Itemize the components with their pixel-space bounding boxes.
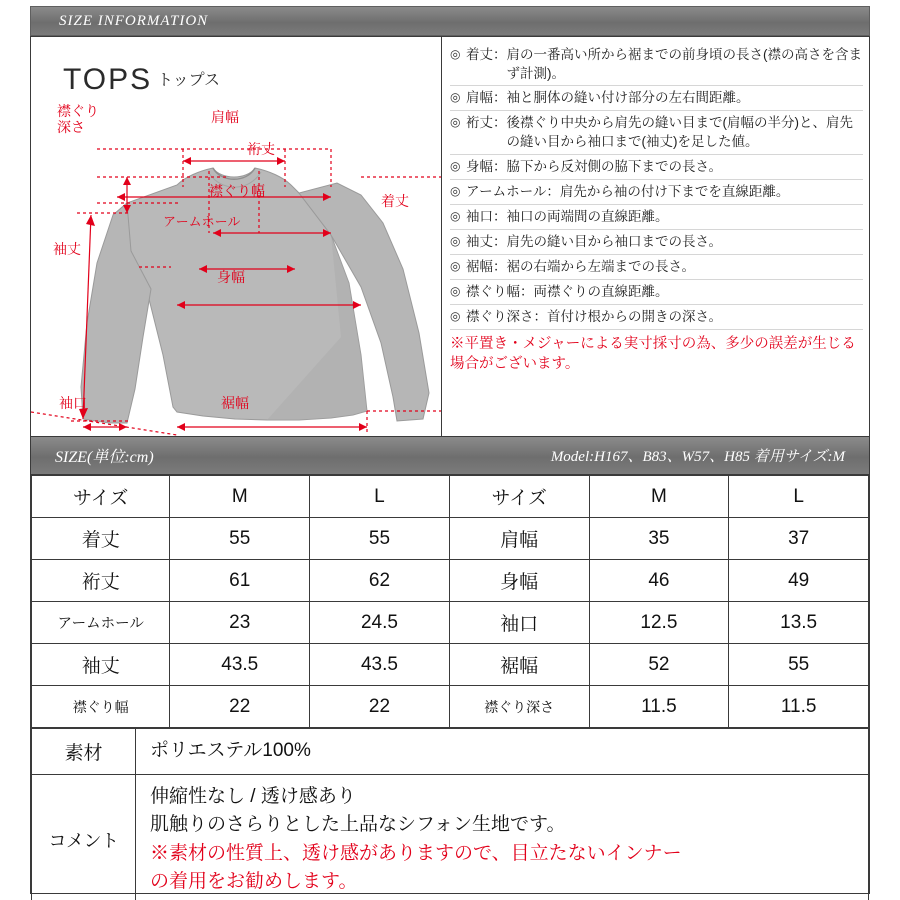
- size-band: [31, 437, 869, 475]
- note-bullet-icon: ◎: [450, 90, 461, 105]
- label-body-width: 身幅: [217, 269, 245, 285]
- note-item: [450, 180, 863, 205]
- comment-label: コメント: [32, 774, 136, 900]
- note-term: アームホール：: [466, 183, 560, 199]
- note-bullet-icon: ◎: [450, 183, 461, 198]
- row-m-right: 11.5: [589, 686, 729, 728]
- row-l-right: 55: [729, 644, 869, 686]
- comment-row: [32, 774, 869, 900]
- note-bullet-icon: ◎: [450, 158, 461, 173]
- row-label-right: 袖口: [449, 602, 589, 644]
- note-item: [450, 86, 863, 111]
- row-m-right: 12.5: [589, 602, 729, 644]
- comment-line-4: の着用をお勧めします。: [150, 871, 358, 892]
- note-item: [450, 205, 863, 230]
- note-bullet-icon: ◎: [450, 283, 461, 298]
- note-term: 袖丈：: [466, 233, 507, 249]
- header-size-right: サイズ: [449, 476, 589, 518]
- note-term: 襟ぐり幅：: [466, 283, 534, 299]
- note-item: [450, 230, 863, 255]
- note-item: [450, 43, 863, 86]
- header-m-left: M: [170, 476, 310, 518]
- row-label-right: 身幅: [449, 560, 589, 602]
- illustration-section: [31, 37, 869, 437]
- row-label-left: アームホール: [32, 602, 170, 644]
- row-l-right: 13.5: [729, 602, 869, 644]
- label-cuff: 袖口: [59, 395, 87, 411]
- model-info-label: Model:H167、B83、W57、H85 着用サイズ:M: [550, 449, 845, 465]
- header-bar: [30, 6, 870, 36]
- row-l-left: 22: [310, 686, 450, 728]
- comment-line-3: ※素材の性質上、透け感がありますので、目立たないインナー: [150, 842, 682, 864]
- label-neck-depth: [57, 103, 99, 135]
- note-item: [450, 280, 863, 305]
- row-m-right: 52: [589, 644, 729, 686]
- row-l-left: 55: [310, 518, 450, 560]
- material-label: 素材: [32, 729, 136, 775]
- note-term: 身幅：: [466, 158, 507, 174]
- page-title: SIZE INFORMATION: [59, 12, 209, 29]
- row-label-left: 裄丈: [32, 560, 170, 602]
- note-bullet-icon: ◎: [450, 308, 461, 323]
- measurement-warning: ※平置き・メジャーによる実寸採寸の為、多少の誤差が生じる場合がございます。: [450, 335, 856, 372]
- label-neck-depth-line2: 深さ: [57, 119, 85, 136]
- row-label-right: 肩幅: [449, 518, 589, 560]
- garment-diagram: [31, 37, 441, 437]
- note-body: 肩先から袖の付け下までを直線距離。: [559, 183, 790, 199]
- table-row: [32, 560, 869, 602]
- note-body: 後襟ぐり中央から肩先の縫い目まで(肩幅の半分)と、肩先の縫い目から袖口まで(袖丈)を足した値。: [506, 115, 853, 150]
- garment-shape: [81, 168, 429, 423]
- note-body: 脇下から反対側の脇下までの長さ。: [506, 158, 722, 174]
- note-body: 袖と胴体の縫い付け部分の左右間距離。: [506, 90, 750, 106]
- table-row: [32, 518, 869, 560]
- row-l-right: 37: [729, 518, 869, 560]
- tops-title-kana: トップス: [157, 72, 221, 89]
- material-row: [32, 729, 869, 775]
- table-row: [32, 602, 869, 644]
- measurement-tables: [31, 475, 869, 900]
- row-m-left: 22: [170, 686, 310, 728]
- note-body: 両襟ぐりの直線距離。: [533, 283, 669, 299]
- note-term: 襟ぐり深さ：: [466, 308, 547, 324]
- note-body: 肩先の縫い目から袖口までの長さ。: [506, 233, 722, 249]
- note-bullet-icon: ◎: [450, 47, 461, 61]
- info-table: [31, 728, 869, 900]
- note-bullet-icon: ◎: [450, 258, 461, 273]
- label-shoulder-width: 肩幅: [211, 109, 239, 125]
- comment-line-1: 伸縮性なし / 透け感あり: [150, 785, 356, 807]
- notes-panel: [441, 37, 869, 437]
- note-term: 肩幅：: [466, 90, 507, 106]
- row-label-left: 袖丈: [32, 644, 170, 686]
- row-l-left: 43.5: [310, 644, 450, 686]
- row-label-right: 裾幅: [449, 644, 589, 686]
- size-unit-label: SIZE(単位:cm): [55, 449, 154, 466]
- label-neck-width: 襟ぐり幅: [209, 183, 265, 199]
- row-m-left: 61: [170, 560, 310, 602]
- comment-line-2: 肌触りのさらりとした上品なシフォン生地です。: [150, 814, 566, 835]
- label-sleeve-length: 袖丈: [53, 241, 81, 257]
- row-label-right: 襟ぐり深さ: [449, 686, 589, 728]
- note-body: 肩の一番高い所から裾までの前身頃の長さ(襟の高さを含まず計測)。: [506, 47, 862, 82]
- note-term: 着丈：: [466, 47, 507, 62]
- note-item: [450, 255, 863, 280]
- note-bullet-icon: ◎: [450, 115, 461, 130]
- row-l-left: 24.5: [310, 602, 450, 644]
- illustration-panel: [31, 37, 441, 437]
- label-dress-length: 着丈: [381, 193, 409, 209]
- label-armhole: アームホール: [163, 214, 241, 229]
- row-label-left: 襟ぐり幅: [32, 686, 170, 728]
- note-bullet-icon: ◎: [450, 233, 461, 248]
- comment-value: [136, 774, 869, 900]
- label-sleeve-span: 裄丈: [247, 141, 275, 157]
- row-l-right: 49: [729, 560, 869, 602]
- note-body: 首付け根からの開きの深さ。: [547, 308, 722, 324]
- note-item: [450, 111, 863, 154]
- note-body: 裾の右端から左端までの長さ。: [506, 258, 695, 274]
- note-item: [450, 155, 863, 180]
- label-neck-depth-line1: 襟ぐり: [57, 103, 99, 119]
- note-body: 袖口の両端間の直線距離。: [506, 208, 669, 224]
- row-m-left: 55: [170, 518, 310, 560]
- header-l-left: L: [310, 476, 450, 518]
- row-m-left: 23: [170, 602, 310, 644]
- table-header-row: [32, 476, 869, 518]
- note-item: [450, 305, 863, 330]
- note-bullet-icon: ◎: [450, 208, 461, 223]
- header-m-right: M: [589, 476, 729, 518]
- row-m-right: 35: [589, 518, 729, 560]
- row-l-left: 62: [310, 560, 450, 602]
- row-label-left: 着丈: [32, 518, 170, 560]
- label-hem-width: 裾幅: [221, 395, 249, 411]
- row-l-right: 11.5: [729, 686, 869, 728]
- table-row: [32, 644, 869, 686]
- material-value: ポリエステル100%: [136, 729, 869, 775]
- header-size-left: サイズ: [32, 476, 170, 518]
- header-l-right: L: [729, 476, 869, 518]
- table-row: [32, 686, 869, 728]
- note-term: 裄丈：: [466, 115, 507, 131]
- note-term: 袖口：: [466, 208, 507, 224]
- note-term: 裾幅：: [466, 258, 507, 274]
- tops-title-text: TOPS: [63, 63, 153, 96]
- row-m-left: 43.5: [170, 644, 310, 686]
- measurement-table: [31, 475, 869, 728]
- row-m-right: 46: [589, 560, 729, 602]
